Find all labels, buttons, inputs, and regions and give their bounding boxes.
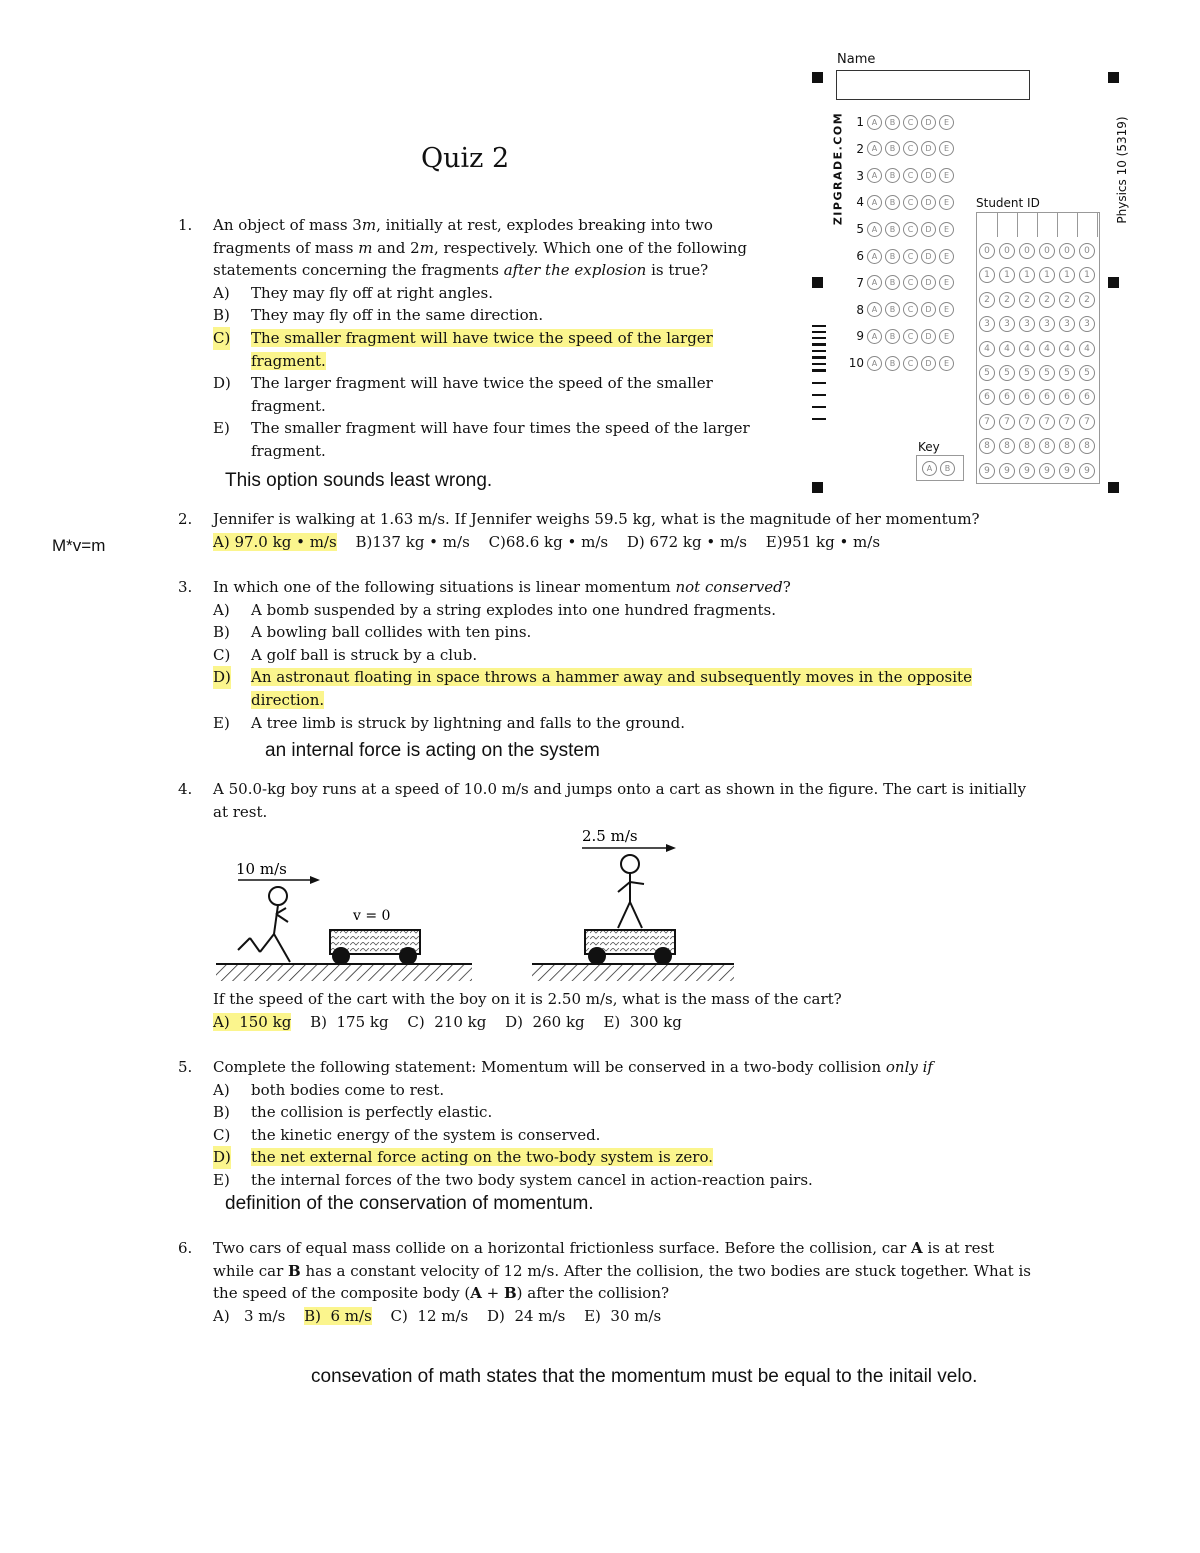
id-digit-bubble[interactable]: 2 [1059, 292, 1075, 308]
option-letter: D) [213, 374, 231, 393]
option-text: A bowling ball collides with ten pins. [251, 623, 532, 642]
corner-marker [812, 72, 823, 83]
answer-bubble[interactable]: E [939, 115, 954, 130]
option-letter: C) [213, 327, 230, 350]
id-digit-bubble[interactable]: 5 [1079, 365, 1095, 381]
option-letter: A) [213, 1080, 230, 1099]
id-digit-row [979, 389, 1099, 405]
student-id-label: Student ID [976, 196, 1040, 210]
answer-row [840, 353, 957, 373]
answer-sheet [810, 50, 1130, 500]
id-digit-bubble[interactable]: 0 [979, 243, 995, 259]
question-text: In which one of the following situations is linear momentum not conserved? [213, 578, 791, 596]
id-digit-row [979, 316, 1099, 332]
id-digit-row [979, 243, 1099, 259]
id-digit-bubble[interactable]: 1 [1059, 267, 1075, 283]
answer-bubble[interactable]: B [885, 249, 900, 264]
answer-bubble[interactable]: E [939, 141, 954, 156]
key-box [916, 455, 964, 481]
option-text: An astronaut floating in space throws a hammer away and subsequently moves in the opposite [251, 668, 972, 687]
id-digit-bubble[interactable]: 3 [1059, 316, 1075, 332]
row-number: 2 [856, 141, 864, 156]
answer-option[interactable] [213, 644, 1078, 667]
id-digit-bubble[interactable]: 9 [1059, 463, 1075, 479]
answer-bubble[interactable]: B [885, 141, 900, 156]
answer-bubble[interactable]: A [867, 275, 882, 290]
row-number: 5 [856, 222, 864, 237]
id-digit-bubble[interactable]: 1 [1019, 267, 1035, 283]
answer-option[interactable] [213, 304, 798, 327]
id-digit-bubble[interactable]: 8 [1079, 438, 1095, 454]
option-letter: C) [213, 1125, 231, 1144]
question-text: Jennifer is walking at 1.63 m/s. If Jennifer weighs 59.5 kg, what is the magnitude of her momentum? [213, 510, 980, 528]
id-entry-box[interactable] [977, 213, 998, 237]
answer-bubble[interactable]: B [885, 356, 900, 371]
answer-bubble[interactable]: A [867, 222, 882, 237]
answer-option[interactable] [213, 282, 798, 305]
answer-row [840, 300, 957, 320]
id-digit-bubble[interactable]: 4 [1039, 341, 1055, 357]
key-label: Key [918, 440, 940, 454]
id-digit-bubble[interactable]: 8 [1019, 438, 1035, 454]
id-digit-row [979, 341, 1099, 357]
running-boy-icon [238, 887, 290, 962]
answer-bubble[interactable]: E [939, 275, 954, 290]
option-letter: D) [213, 1146, 231, 1169]
id-digit-bubble[interactable]: 1 [999, 267, 1015, 283]
id-digit-bubble[interactable]: 3 [999, 316, 1015, 332]
id-digit-bubble[interactable]: 6 [979, 389, 995, 405]
id-digit-row [979, 292, 1099, 308]
question-text: Complete the following statement: Momentum will be conserved in a two-body collision only if [213, 1058, 933, 1076]
id-digit-row [979, 463, 1099, 479]
answer-bubble[interactable]: A [867, 329, 882, 344]
option-text: They may fly off at right angles. [251, 283, 494, 302]
id-digit-bubble[interactable]: 0 [999, 243, 1015, 259]
question-3 [178, 576, 1078, 734]
answer-bubble[interactable]: D [921, 195, 936, 210]
question-text-line: while car B has a constant velocity of 12 m/s. After the collision, the two bodies are stuck together. What is [213, 1261, 1031, 1280]
option-letter: B) [213, 306, 230, 325]
answer-bubble[interactable]: A [867, 195, 882, 210]
answer-row [840, 219, 957, 239]
answer-bubble[interactable]: D [921, 222, 936, 237]
answer-bubble[interactable]: C [903, 141, 918, 156]
id-digit-bubble[interactable]: 2 [999, 292, 1015, 308]
option-text: A golf ball is struck by a club. [251, 645, 478, 664]
id-digit-bubble[interactable]: 0 [1059, 243, 1075, 259]
answer-bubble[interactable]: C [903, 356, 918, 371]
id-digit-bubble[interactable]: 1 [1039, 267, 1055, 283]
answer-option[interactable]: D) 24 m/s [487, 1306, 566, 1325]
id-digit-bubble[interactable]: 1 [1079, 267, 1095, 283]
option-text: A tree limb is struck by lightning and falls to the ground. [251, 713, 685, 732]
row-number: 3 [856, 168, 864, 183]
answer-bubble[interactable]: D [921, 141, 936, 156]
answer-bubble[interactable]: E [939, 222, 954, 237]
question-5 [178, 1056, 1078, 1192]
cart-left [330, 930, 420, 965]
id-entry-box[interactable] [1057, 213, 1078, 237]
answer-row [840, 166, 957, 186]
answer-row [840, 139, 957, 159]
answer-bubble[interactable]: B [885, 168, 900, 183]
answer-option[interactable]: A) 3 m/s [213, 1306, 286, 1325]
boy-cart-figure [210, 822, 750, 992]
answer-bubble[interactable]: B [885, 275, 900, 290]
id-entry-box[interactable] [997, 213, 1018, 237]
question-text-line: the speed of the composite body (A + B) after the collision? [213, 1284, 670, 1303]
row-number: 6 [856, 249, 864, 263]
brand-label: ZIPGRADE.COM [831, 111, 845, 226]
answer-bubble[interactable]: B [885, 302, 900, 317]
id-digit-bubble[interactable]: 7 [1059, 414, 1075, 430]
answer-option[interactable] [213, 1079, 1078, 1102]
id-digit-bubble[interactable]: 5 [999, 365, 1015, 381]
answer-bubble[interactable]: A [867, 302, 882, 317]
option-text: The larger fragment will have twice the speed of the smaller [251, 374, 713, 393]
answer-bubble[interactable]: E [939, 356, 954, 371]
answer-option-highlighted[interactable]: A) 97.0 kg • m/s [213, 532, 337, 551]
side-note: M*v=m [52, 536, 106, 555]
question-number: 4. [178, 780, 193, 798]
answer-row [840, 112, 957, 132]
answer-bubble[interactable]: A [867, 168, 882, 183]
cart-velocity-label: v = 0 [353, 908, 391, 924]
id-digit-bubble[interactable]: 6 [1079, 389, 1095, 405]
answer-bubble[interactable]: C [903, 168, 918, 183]
id-digit-bubble[interactable]: 9 [999, 463, 1015, 479]
id-entry-box[interactable] [1037, 213, 1058, 237]
option-text: the net external force acting on the two-body system is zero. [251, 1148, 713, 1167]
question-number: 3. [178, 578, 193, 596]
id-digit-row [979, 438, 1099, 454]
answer-bubble[interactable]: A [867, 115, 882, 130]
id-digit-bubble[interactable]: 4 [979, 341, 995, 357]
standing-boy-icon [618, 855, 644, 928]
id-digit-bubble[interactable]: 7 [1019, 414, 1035, 430]
option-letter: C) [213, 645, 231, 664]
id-digit-bubble[interactable]: 7 [999, 414, 1015, 430]
id-digit-bubble[interactable]: 2 [1019, 292, 1035, 308]
speed-label-left: 10 m/s [236, 860, 287, 878]
id-digit-bubble[interactable]: 3 [1079, 316, 1095, 332]
answer-bubble[interactable]: C [903, 115, 918, 130]
answer-option[interactable]: E)951 kg • m/s [765, 532, 881, 551]
option-text: the collision is perfectly elastic. [251, 1103, 493, 1122]
id-digit-row [979, 365, 1099, 381]
id-entry-box[interactable] [1017, 213, 1038, 237]
answer-option[interactable] [213, 712, 1078, 735]
id-digit-bubble[interactable]: 2 [979, 292, 995, 308]
question-text-line: An object of mass 3m, initially at rest, explodes breaking into two [213, 216, 713, 234]
option-letter: B) [213, 1103, 230, 1122]
id-digit-bubble[interactable]: 8 [999, 438, 1015, 454]
answer-option[interactable]: C)68.6 kg • m/s [488, 532, 609, 551]
id-digit-bubble[interactable]: 5 [1019, 365, 1035, 381]
id-digit-bubble[interactable]: 6 [999, 389, 1015, 405]
barcode [812, 325, 826, 430]
answer-row [840, 192, 957, 212]
corner-marker [1108, 277, 1119, 288]
option-text: They may fly off in the same direction. [251, 306, 544, 325]
question-text: If the speed of the cart with the boy on it is 2.50 m/s, what is the mass of the cart? [213, 990, 842, 1008]
question-text-line: fragments of mass m and 2m, respectively. Which one of the following [213, 238, 747, 257]
answer-bubble[interactable]: E [939, 195, 954, 210]
answer-bubble[interactable]: C [903, 222, 918, 237]
question-6 [178, 1237, 1078, 1327]
option-letter: E) [213, 1170, 230, 1189]
answer-option[interactable]: C) 12 m/s [390, 1306, 469, 1325]
id-digit-row [979, 414, 1099, 430]
id-digit-bubble[interactable]: 2 [1039, 292, 1055, 308]
id-digit-bubble[interactable]: 9 [1039, 463, 1055, 479]
answer-bubble[interactable]: D [921, 168, 936, 183]
arrow-head [666, 844, 676, 852]
corner-marker [1108, 72, 1119, 83]
question-text-line: statements concerning the fragments after the explosion is true? [213, 261, 709, 280]
name-field[interactable] [836, 70, 1030, 100]
answer-option[interactable]: E) 300 kg [603, 1012, 682, 1031]
option-text: fragment. [251, 396, 326, 415]
id-digit-bubble[interactable]: 6 [1039, 389, 1055, 405]
answer-bubble[interactable]: B [885, 329, 900, 344]
option-text: The smaller fragment will have twice the speed of the larger [251, 328, 713, 347]
row-number: 10 [848, 356, 864, 371]
id-digit-bubble[interactable]: 1 [979, 267, 995, 283]
answer-option-highlighted[interactable]: B) 6 m/s [304, 1306, 372, 1325]
answer-bubble[interactable]: A [867, 356, 882, 371]
corner-marker [1108, 482, 1119, 493]
answer-bubble[interactable]: B [885, 195, 900, 210]
id-digit-bubble[interactable]: 9 [1019, 463, 1035, 479]
id-digit-bubble[interactable]: 9 [1079, 463, 1095, 479]
answer-bubble[interactable]: C [903, 329, 918, 344]
handwritten-note: an internal force is acting on the system [265, 740, 600, 761]
option-letter: E) [213, 713, 230, 732]
answer-bubble[interactable]: D [921, 275, 936, 290]
handwritten-note: consevation of math states that the momentum must be equal to the initail velo. [311, 1366, 978, 1387]
answer-bubble[interactable]: B [885, 222, 900, 237]
answer-option-highlighted[interactable]: A) 150 kg [213, 1012, 292, 1031]
cart-right [585, 930, 675, 965]
answer-bubble[interactable]: C [903, 195, 918, 210]
answer-row [840, 273, 957, 293]
option-text: A bomb suspended by a string explodes into one hundred fragments. [251, 600, 777, 619]
option-text: the kinetic energy of the system is conserved. [251, 1125, 601, 1144]
inline-options [213, 1305, 1078, 1328]
answer-bubble[interactable]: E [939, 249, 954, 264]
name-label: Name [837, 52, 876, 67]
answer-option[interactable] [213, 621, 1078, 644]
option-letter: A) [213, 600, 230, 619]
ground-right [532, 964, 734, 981]
answer-option-highlighted[interactable] [213, 327, 798, 372]
id-digit-bubble[interactable]: 0 [1039, 243, 1055, 259]
id-digit-bubble[interactable]: 8 [979, 438, 995, 454]
id-digit-bubble[interactable]: 4 [1079, 341, 1095, 357]
row-number: 9 [856, 329, 864, 344]
question-text-line: Two cars of equal mass collide on a horizontal frictionless surface. Before the collision, car A is at rest [213, 1239, 995, 1257]
answer-bubble[interactable]: E [939, 302, 954, 317]
answer-option[interactable]: E) 30 m/s [584, 1306, 662, 1325]
answer-option[interactable]: D) 672 kg • m/s [626, 532, 747, 551]
option-text: direction. [251, 690, 325, 709]
id-digit-bubble[interactable]: 9 [979, 463, 995, 479]
option-text: fragment. [251, 441, 326, 460]
answer-option[interactable] [213, 417, 798, 462]
option-text: fragment. [251, 351, 326, 370]
corner-marker [812, 277, 823, 288]
answer-bubble[interactable]: D [921, 249, 936, 264]
answer-option[interactable]: B) 175 kg [310, 1012, 389, 1031]
id-digit-bubble[interactable]: 6 [1019, 389, 1035, 405]
answer-bubble[interactable]: D [921, 115, 936, 130]
arrow-head [310, 876, 320, 884]
key-bubble[interactable]: A [922, 461, 937, 476]
option-letter: A) [213, 283, 230, 302]
id-digit-bubble[interactable]: 5 [979, 365, 995, 381]
answer-bubble[interactable]: A [867, 141, 882, 156]
question-number: 5. [178, 1058, 193, 1076]
student-id-grid [976, 212, 1100, 484]
id-digit-bubble[interactable]: 5 [1059, 365, 1075, 381]
answer-option[interactable] [213, 372, 798, 417]
handwritten-note: definition of the conservation of momentum. [225, 1193, 594, 1214]
id-digit-bubble[interactable]: 8 [1059, 438, 1075, 454]
question-4 [178, 778, 1078, 823]
answer-bubble[interactable]: D [921, 329, 936, 344]
id-digit-bubble[interactable]: 0 [1019, 243, 1035, 259]
id-digit-bubble[interactable]: 7 [1079, 414, 1095, 430]
id-digit-bubble[interactable]: 4 [999, 341, 1015, 357]
question-text: A 50.0-kg boy runs at a speed of 10.0 m/s and jumps onto a cart as shown in the figure. The cart is initially [213, 780, 1027, 798]
id-digit-bubble[interactable]: 8 [1039, 438, 1055, 454]
id-digit-bubble[interactable]: 2 [1079, 292, 1095, 308]
answer-option-highlighted[interactable] [213, 666, 1078, 711]
page-title: Quiz 2 [421, 143, 510, 174]
id-digit-bubble[interactable]: 6 [1059, 389, 1075, 405]
option-text: The smaller fragment will have four times the speed of the larger [251, 419, 750, 438]
id-digit-bubble[interactable]: 4 [1059, 341, 1075, 357]
id-digit-bubble[interactable]: 3 [979, 316, 995, 332]
inline-options [213, 1011, 1078, 1034]
ground-left [216, 964, 472, 981]
speed-label-right: 2.5 m/s [582, 827, 638, 845]
handwritten-note: This option sounds least wrong. [225, 470, 493, 491]
answer-option[interactable]: C) 210 kg [407, 1012, 487, 1031]
answer-bubble[interactable]: C [903, 275, 918, 290]
answer-bubble[interactable]: B [885, 115, 900, 130]
option-letter: D) [213, 666, 231, 689]
answer-option[interactable]: B)137 kg • m/s [355, 532, 470, 551]
id-digit-bubble[interactable]: 5 [1039, 365, 1055, 381]
answer-bubble[interactable]: C [903, 249, 918, 264]
row-number: 7 [856, 275, 864, 290]
id-digit-bubble[interactable]: 7 [979, 414, 995, 430]
id-digit-bubble[interactable]: 0 [1079, 243, 1095, 259]
id-digit-bubble[interactable]: 4 [1019, 341, 1035, 357]
answer-bubble[interactable]: A [867, 249, 882, 264]
question-number: 2. [178, 510, 193, 528]
answer-option[interactable] [213, 1169, 1078, 1192]
question-number: 6. [178, 1239, 193, 1257]
option-text: the internal forces of the two body system cancel in action-reaction pairs. [251, 1170, 813, 1189]
question-text: at rest. [213, 802, 268, 821]
answer-row [840, 326, 957, 346]
id-digit-bubble[interactable]: 3 [1019, 316, 1035, 332]
row-number: 1 [856, 115, 864, 129]
option-text: both bodies come to rest. [251, 1080, 445, 1099]
answer-option[interactable] [213, 599, 1078, 622]
answer-option[interactable] [213, 1124, 1078, 1147]
id-entry-box[interactable] [1077, 213, 1098, 237]
answer-bubble[interactable]: D [921, 302, 936, 317]
answer-option[interactable] [213, 1101, 1078, 1124]
answer-option[interactable]: D) 260 kg [505, 1012, 585, 1031]
answer-bubble[interactable]: D [921, 356, 936, 371]
question-1 [178, 214, 798, 463]
key-bubble[interactable]: B [940, 461, 955, 476]
answer-bubble[interactable]: C [903, 302, 918, 317]
question-4-part [178, 988, 1078, 1033]
row-number: 8 [856, 302, 864, 317]
question-number: 1. [178, 216, 193, 234]
answer-bubble[interactable]: E [939, 329, 954, 344]
corner-marker [812, 482, 823, 493]
answer-row [840, 246, 957, 266]
option-letter: E) [213, 419, 230, 438]
id-digit-bubble[interactable]: 7 [1039, 414, 1055, 430]
id-digit-bubble[interactable]: 3 [1039, 316, 1055, 332]
row-number: 4 [856, 195, 864, 210]
question-2 [178, 508, 1078, 553]
course-label: Physics 10 (5319) [1115, 116, 1129, 224]
option-letter: B) [213, 623, 230, 642]
answer-option-highlighted[interactable] [213, 1146, 1078, 1169]
answer-bubble[interactable]: E [939, 168, 954, 183]
inline-options [213, 531, 1078, 554]
id-digit-row [979, 267, 1099, 283]
